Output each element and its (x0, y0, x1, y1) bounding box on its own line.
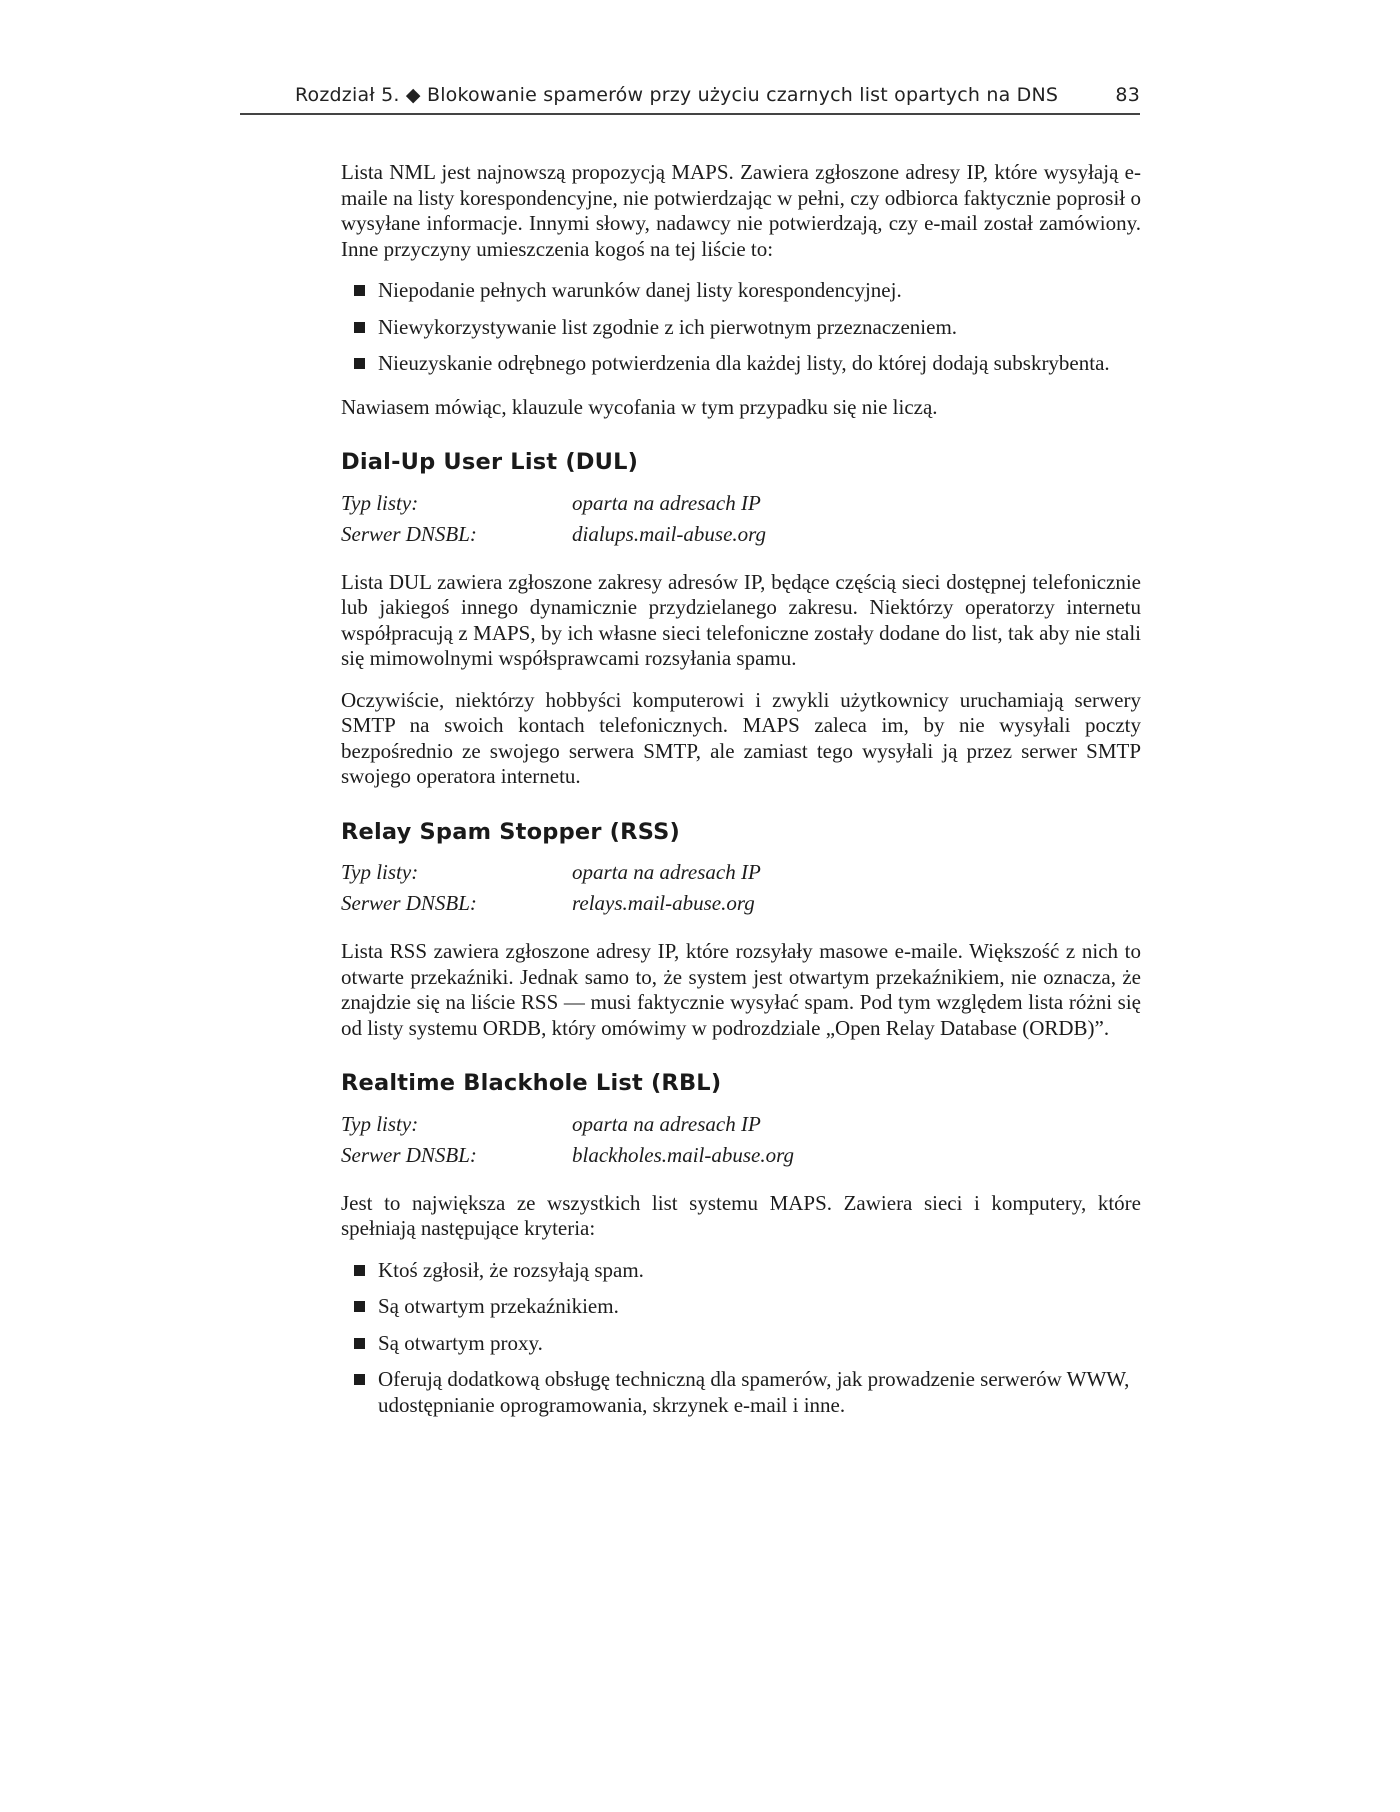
rbl-bullet-list (341, 1258, 1141, 1419)
rbl-heading: Realtime Blackhole List (RBL) (341, 1070, 722, 1096)
bullet-square-icon (354, 358, 365, 369)
rbl-meta-table (341, 1109, 1141, 1171)
bullet-square-icon (354, 1374, 365, 1385)
rss-paragraph-1: Lista RSS zawiera zgłoszone adresy IP, które rozsyłały masowe e-maile. Większość z nich to otwarte przekaźniki. Jednak samo to, że system jest otwartym przekaźnikiem, nie oznacza, że znajdzie się na liście RSS — musi faktycznie wysyłać spam. Pod tym względem lista różni się od listy systemu ORDB, który omówimy w podrozdziale „Open Relay Database (ORDB)”. (341, 939, 1141, 1040)
meta-label: Serwer DNSBL: (341, 521, 477, 546)
list-item (341, 278, 1141, 304)
intro-closing-paragraph: Nawiasem mówiąc, klauzule wycofania w tym przypadku się nie liczą. (341, 394, 938, 419)
meta-value: oparta na adresach IP (572, 1111, 761, 1136)
bullet-square-icon (354, 1338, 365, 1349)
meta-label: Typ listy: (341, 860, 419, 884)
list-item-text: Są otwartym przekaźnikiem. (378, 1294, 619, 1318)
rbl-paragraph-1: Jest to największa ze wszystkich list systemu MAPS. Zawiera sieci i komputery, które spełniają następujące kryteria: (341, 1190, 1141, 1240)
meta-row-server (341, 888, 1141, 919)
list-item-text: Oferują dodatkową obsługę techniczną dla spamerów, jak prowadzenie serwerów WWW, udostępnianie oprogramowania, skrzynek e-mail i inne. (378, 1367, 1130, 1417)
bullet-square-icon (354, 285, 365, 296)
meta-value: oparta na adresach IP (572, 860, 761, 884)
bullet-square-icon (354, 1301, 365, 1312)
list-item (341, 1294, 1141, 1320)
chapter-title: Rozdział 5. ◆ Blokowanie spamerów przy użyciu czarnych list opartych na DNS (295, 84, 1059, 106)
meta-row-type (341, 1109, 1141, 1140)
meta-row-server (341, 1140, 1141, 1171)
meta-value: dialups.mail-abuse.org (572, 521, 767, 546)
meta-row-type (341, 488, 1141, 519)
list-item-text: Nieuzyskanie odrębnego potwierdzenia dla każdej listy, do której dodają subskrybenta. (378, 351, 1110, 375)
page-body (341, 160, 1141, 1436)
list-item-text: Niepodanie pełnych warunków danej listy korespondencyjnej. (378, 278, 902, 302)
meta-value: oparta na adresach IP (572, 490, 761, 515)
page-number: 83 (1115, 84, 1140, 106)
meta-label: Serwer DNSBL: (341, 1142, 477, 1167)
meta-label: Typ listy: (341, 490, 419, 515)
meta-value: relays.mail-abuse.org (572, 891, 755, 915)
dul-meta-table (341, 488, 1141, 550)
list-item (341, 1331, 1141, 1357)
list-item (341, 1367, 1141, 1418)
dul-paragraph-1: Lista DUL zawiera zgłoszone zakresy adresów IP, będące częścią sieci dostępnej telefonicznie lub jakiegoś innego dynamicznie przydzielanego zakresu. Niektórzy operatorzy internetu współpracują z MAPS, by ich własne sieci telefoniczne zostały dodane do list, tak aby nie stali się mimowolnymi współsprawcami rozsyłania spamu. (341, 569, 1141, 670)
meta-label: Serwer DNSBL: (341, 891, 477, 915)
dul-heading: Dial-Up User List (DUL) (341, 449, 639, 475)
rss-heading: Relay Spam Stopper (RSS) (341, 818, 680, 845)
intro-bullet-list (341, 278, 1141, 377)
intro-paragraph: Lista NML jest najnowszą propozycją MAPS. Zawiera zgłoszone adresy IP, które wysyłają e-maile na listy korespondencyjne, nie potwierdzając w pełni, czy odbiorca faktycznie poprosił o wysyłane informacje. Innymi słowy, nadawcy nie potwierdzają, czy e-mail został zamówiony. Inne przyczyny umieszczenia kogoś na tej liście to: (341, 160, 1141, 261)
list-item-text: Ktoś zgłosił, że rozsyłają spam. (378, 1257, 644, 1282)
meta-value: blackholes.mail-abuse.org (572, 1142, 795, 1167)
list-item (341, 315, 1141, 341)
rss-meta-table (341, 857, 1141, 919)
bullet-square-icon (354, 322, 365, 333)
meta-row-server (341, 519, 1141, 550)
header-rule (240, 113, 1140, 115)
list-item-text: Są otwartym proxy. (378, 1330, 543, 1355)
bullet-square-icon (354, 1265, 365, 1276)
list-item-text: Niewykorzystywanie list zgodnie z ich pierwotnym przeznaczeniem. (378, 314, 958, 339)
meta-label: Typ listy: (341, 1111, 419, 1136)
meta-row-type (341, 857, 1141, 888)
dul-paragraph-2: Oczywiście, niektórzy hobbyści komputerowi i zwykli użytkownicy uruchamiają serwery SMTP na swoich kontach telefonicznych. MAPS zaleca im, by nie wysyłali poczty bezpośrednio ze swojego serwera SMTP, ale zamiast tego wysyłali ją przez serwer SMTP swojego operatora internetu. (341, 687, 1141, 788)
list-item (341, 351, 1141, 377)
list-item (341, 1258, 1141, 1284)
